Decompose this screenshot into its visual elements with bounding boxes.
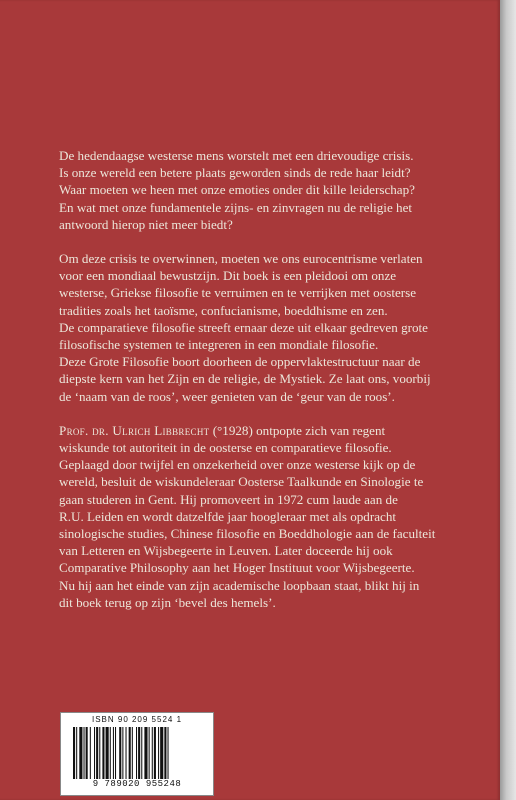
- text-line: Comparative Philosophy aan het Hoger Instituut voor Wijsbegeerte.: [59, 560, 415, 576]
- paragraph-philosophy: [59, 250, 459, 405]
- text-line: Geplaagd door twijfel en onzekerheid over onze westerse kijk op de: [59, 457, 416, 473]
- text-line: sinologische studies, Chinese filosofie en Boeddhologie aan de faculteit: [59, 526, 436, 542]
- author-bio-first-line: (°1928) ontpopte zich van regent: [209, 422, 386, 438]
- text-line: van Letteren en Wijsbegeerte in Leuven. Later doceerde hij ook: [59, 543, 393, 559]
- text-line: Waar moeten we heen met onze emoties onder dit kille leiderschap?: [59, 182, 415, 198]
- text-line: En wat met onze fundamentele zijns- en zinvragen nu de religie het: [59, 199, 413, 215]
- text-line: Nu hij aan het einde van zijn academische loopbaan staat, blikt hij in: [59, 577, 420, 593]
- text-line: voor een mondiaal bewustzijn. Dit boek is een pleidooi om onze: [59, 268, 397, 284]
- text-line: tradities zoals het taoïsme, confucianisme, boeddhisme en zen.: [59, 302, 388, 318]
- text-line: Deze Grote Filosofie boort doorheen de oppervlaktestructuur naar de: [59, 354, 421, 370]
- page-edge: [500, 0, 516, 800]
- isbn-label: ISBN 90 209 5524 1: [91, 715, 183, 724]
- text-line: wiskunde tot autoriteit in de oosterse en comparatieve filosofie.: [59, 440, 392, 456]
- blurb-text: [59, 147, 459, 628]
- text-line: filosofische systemen te integreren in een mondiale filosofie.: [59, 337, 379, 353]
- text-line: gaan studeren in Gent. Hij promoveert in 1972 cum laude aan de: [59, 491, 398, 507]
- text-line: De hedendaagse westerse mens worstelt met een drievoudige crisis.: [59, 148, 414, 163]
- paragraph-crisis: [59, 147, 459, 233]
- text-line: westerse, Griekse filosofie te verruimen en te verrijken met oosterse: [59, 285, 417, 301]
- barcode-icon: [71, 727, 203, 779]
- text-line: Is onze wereld een betere plaats geworden sinds de rede haar leidt?: [59, 165, 411, 181]
- text-line: De comparatieve filosofie streeft ernaar deze uit elkaar gedreven grote: [59, 319, 428, 335]
- text-line: Om deze crisis te overwinnen, moeten we ons eurocentrisme verlaten: [59, 251, 423, 267]
- text-line: diepste kern van het Zijn en de religie, de Mystiek. Ze laat ons, voorbij: [59, 371, 431, 387]
- text-line: R.U. Leiden en wordt datzelfde jaar hoogleraar met als opdracht: [59, 508, 397, 524]
- author-bio: [59, 422, 459, 611]
- barcode-digits: 9 789020 955248: [92, 779, 182, 789]
- isbn-barcode-box: [60, 712, 214, 796]
- text-line: dit boek terug op zijn ‘bevel des hemels’.: [59, 594, 276, 610]
- author-name: Prof. dr. Ulrich Libbrecht: [59, 422, 210, 438]
- text-line: de ‘naam van de roos’, weer genieten van de ‘geur van de roos’.: [59, 388, 395, 404]
- text-line: antwoord hierop niet meer biedt?: [59, 216, 233, 232]
- text-line: [59, 422, 459, 439]
- text-line: wereld, besluit de wiskundeleraar Oosterse Taalkunde en Sinologie te: [59, 474, 424, 490]
